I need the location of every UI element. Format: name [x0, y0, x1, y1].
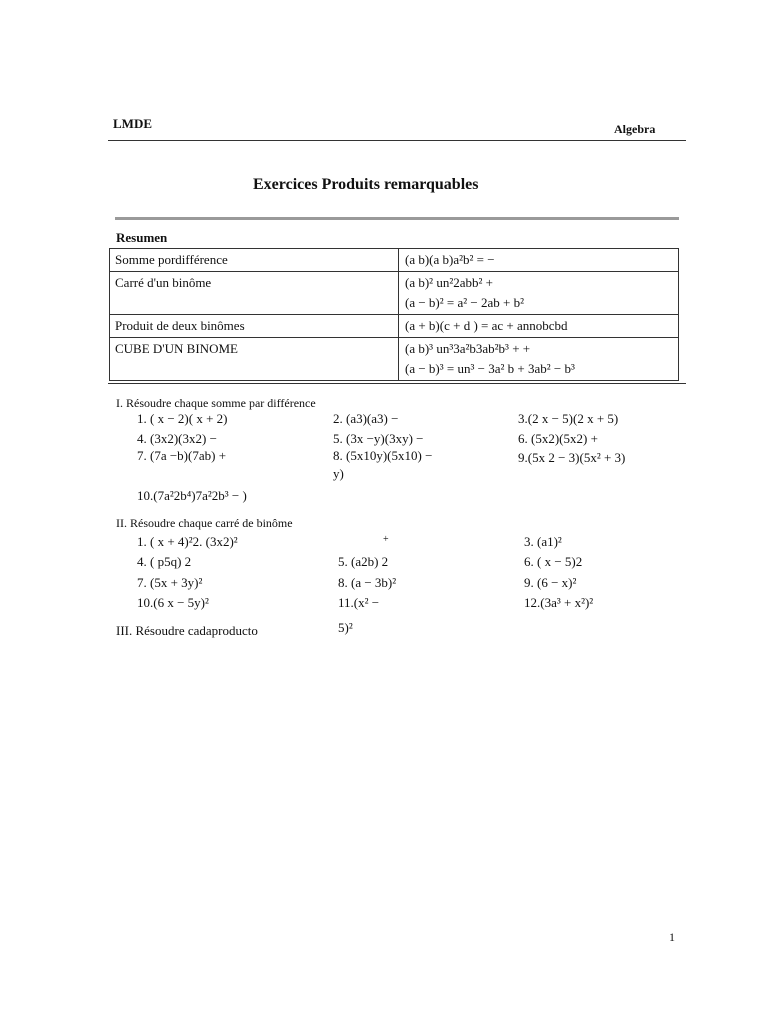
exercise-item: 10.(7a²2b⁴)7a²2b³ − ) — [137, 488, 247, 503]
exercise-item: 3.(2 x − 5)(2 x + 5) — [518, 411, 619, 426]
exercise-item: 8. (5x10y)(5x10) − — [333, 448, 433, 463]
exercise-item: 7. (5x + 3y)² — [137, 575, 203, 590]
header-left: LMDE — [113, 116, 152, 131]
exercise-item: 9. (6 − x)² — [524, 575, 577, 590]
page-title: Exercices Produits remarquables — [253, 176, 479, 193]
row-name: CUBE D'UN BINOME — [110, 338, 399, 381]
table-bottom-rule — [108, 383, 686, 384]
exercise-item: 4. ( p5q) 2 — [137, 554, 192, 569]
page-number: 1 — [669, 930, 675, 944]
exercise-item: 5. (a2b) 2 — [338, 554, 389, 569]
table-row — [110, 249, 679, 272]
row-formula — [399, 315, 679, 338]
exercise-item: 12.(3a³ + x²)² — [524, 595, 594, 610]
exercise-item: 3. (a1)² — [524, 534, 562, 549]
exercise-item: 10.(6 x − 5y)² — [137, 595, 209, 610]
formula-line: (a b)(a b)a²b² = − — [405, 252, 495, 267]
title-rule — [115, 217, 679, 220]
exercise-item: 11.(x² − — [338, 595, 380, 610]
formula-line: (a − b)² = a² − 2ab + b² — [405, 295, 524, 310]
exercise-item: 4. (3x2)(3x2) − — [137, 431, 217, 446]
row-name: Carré d'un binôme — [110, 272, 399, 315]
row-name: Produit de deux binômes — [110, 315, 399, 338]
formula-line: (a − b)³ = un³ − 3a² b + 3ab² − b³ — [405, 361, 575, 376]
formula-line: (a b)² un²2abb² + — [405, 275, 493, 290]
exercise-item: 7. (7a −b)(7ab) + — [137, 448, 227, 463]
exercise-item: 6. ( x − 5)2 — [524, 554, 583, 569]
row-formula — [399, 249, 679, 272]
formula-line: (a + b)(c + d ) = ac + annobcbd — [405, 318, 568, 333]
row-formula — [399, 338, 679, 381]
exercise-item: y) — [333, 466, 344, 481]
exercise-item: 6. (5x2)(5x2) + — [518, 431, 598, 446]
summary-table — [109, 248, 679, 381]
table-row — [110, 272, 679, 315]
table-row — [110, 338, 679, 381]
row-formula — [399, 272, 679, 315]
exercise-item: + — [383, 534, 389, 545]
section3-title: III. Résoudre cadaproducto — [116, 623, 258, 638]
exercise-item: 8. (a − 3b)² — [338, 575, 397, 590]
exercise-item: 2. (a3)(a3) − — [333, 411, 399, 426]
exercise-item: 5)² — [338, 620, 353, 635]
header-rule — [108, 140, 686, 141]
exercise-item: 1. ( x + 4)²2. (3x2)² — [137, 534, 238, 549]
exercise-item: 1. ( x − 2)( x + 2) — [137, 411, 228, 426]
table-row — [110, 315, 679, 338]
formula-line: (a b)³ un³3a²b3ab²b³ + + — [405, 341, 531, 356]
exercise-item: 5. (3x −y)(3xy) − — [333, 431, 424, 446]
header-right: Algebra — [614, 122, 656, 136]
resumen-heading: Resumen — [116, 230, 168, 245]
row-name: Somme pordifférence — [110, 249, 399, 272]
exercise-item: 9.(5x 2 − 3)(5x² + 3) — [518, 450, 626, 465]
section2-title: II. Résoudre chaque carré de binôme — [116, 516, 293, 530]
section1-title: I. Résoudre chaque somme par différence — [116, 396, 316, 410]
